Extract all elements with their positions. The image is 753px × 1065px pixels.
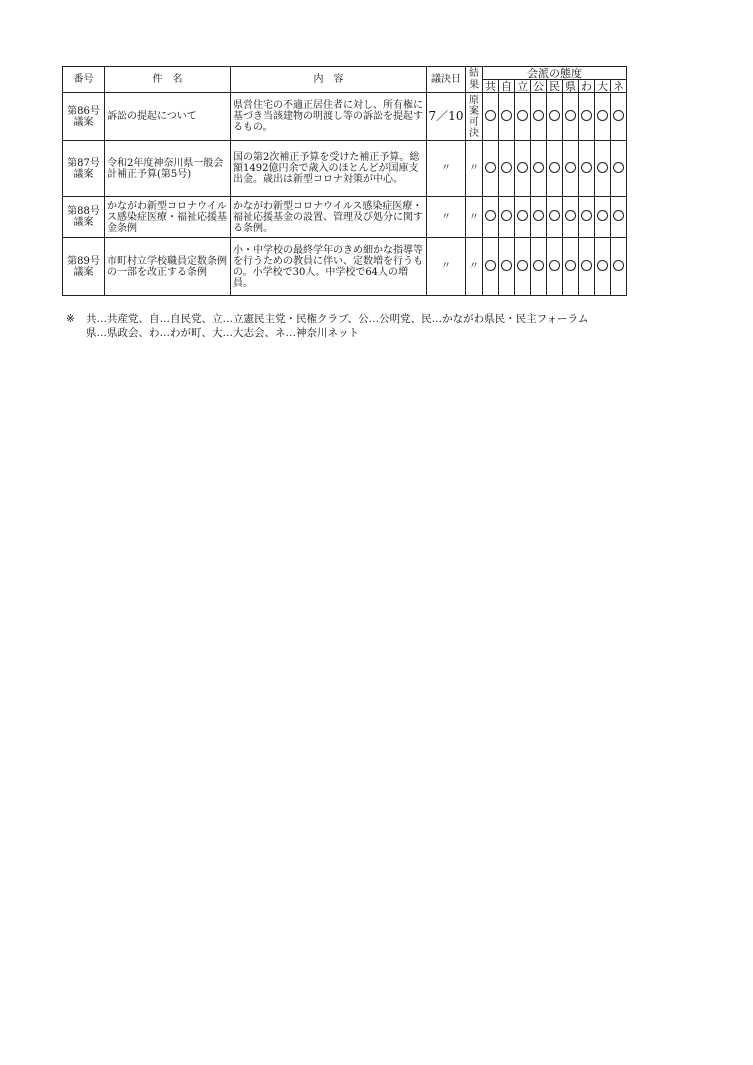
vote-date: 〃 (427, 238, 466, 296)
circle-mark (549, 210, 560, 221)
faction-vote (579, 141, 595, 197)
faction-vote (611, 93, 627, 141)
faction-vote (611, 197, 627, 238)
faction-vote (515, 93, 531, 141)
header-result: 結果 (466, 67, 483, 93)
faction-vote (563, 238, 579, 296)
bill-title: かながわ新型コロナウイルス感染症医療・福祉応援基金条例 (105, 197, 231, 238)
faction-header: 民 (547, 80, 563, 93)
vote-date: 7／10 (427, 93, 466, 141)
circle-mark (549, 110, 560, 121)
faction-vote (547, 93, 563, 141)
circle-mark (501, 210, 512, 221)
header-number: 番号 (63, 67, 105, 93)
header-title: 件 名 (105, 67, 231, 93)
vote-date: 〃 (427, 197, 466, 238)
circle-mark (517, 110, 528, 121)
circle-mark (565, 162, 576, 173)
bill-number: 第88号議案 (63, 197, 105, 238)
resolution-table (62, 66, 627, 296)
faction-vote (531, 238, 547, 296)
table-row (63, 238, 627, 296)
circle-mark (565, 260, 576, 271)
vote-result: 〃 (466, 197, 483, 238)
header-faction-group: 会派の態度 (483, 67, 627, 80)
circle-mark (581, 210, 592, 221)
vote-result: 原案可決 (466, 93, 483, 141)
circle-mark (501, 260, 512, 271)
faction-vote (595, 238, 611, 296)
circle-mark (533, 110, 544, 121)
circle-mark (613, 260, 624, 271)
faction-vote (563, 141, 579, 197)
faction-vote (547, 238, 563, 296)
bill-number: 第87号議案 (63, 141, 105, 197)
circle-mark (485, 260, 496, 271)
circle-mark (613, 162, 624, 173)
circle-mark (533, 260, 544, 271)
faction-vote (579, 197, 595, 238)
circle-mark (597, 110, 608, 121)
table-row (63, 93, 627, 141)
circle-mark (597, 162, 608, 173)
faction-vote (563, 197, 579, 238)
faction-vote (531, 197, 547, 238)
faction-vote (547, 141, 563, 197)
bill-content: かながわ新型コロナウイルス感染症医療・福祉応援基金の設置、管理及び処分に関する条例。 (231, 197, 427, 238)
vote-result: 〃 (466, 238, 483, 296)
circle-mark (501, 162, 512, 173)
faction-vote (563, 93, 579, 141)
circle-mark (485, 210, 496, 221)
bill-number: 第89号議案 (63, 238, 105, 296)
faction-vote (515, 197, 531, 238)
circle-mark (549, 162, 560, 173)
faction-vote (595, 197, 611, 238)
faction-header: 公 (531, 80, 547, 93)
circle-mark (485, 110, 496, 121)
circle-mark (533, 162, 544, 173)
faction-vote (499, 238, 515, 296)
circle-mark (581, 260, 592, 271)
bill-number: 第86号議案 (63, 93, 105, 141)
header-vote-date: 議決日 (427, 67, 466, 93)
circle-mark (533, 210, 544, 221)
faction-vote (483, 93, 499, 141)
note-line-1 (66, 312, 666, 326)
faction-vote (611, 238, 627, 296)
circle-mark (613, 110, 624, 121)
circle-mark (565, 210, 576, 221)
circle-mark (485, 162, 496, 173)
note-text-1: 共…共産党、自…自民党、立…立憲民主党・民権クラブ、公…公明党、民…かながわ県民・民主フォーラム (86, 313, 589, 325)
faction-vote (483, 238, 499, 296)
faction-vote (483, 141, 499, 197)
faction-header: 共 (483, 80, 499, 93)
bill-content: 国の第2次補正予算を受けた補正予算。総額1492億円余で歳入のほとんどが国庫支出金。歳出は新型コロナ対策が中心。 (231, 141, 427, 197)
bill-content: 小・中学校の最終学年のきめ細かな指導等を行うための教員に伴い、定数増を行うもの。小学校で30人。中学校で64人の増員。 (231, 238, 427, 296)
faction-legend-note (66, 312, 666, 340)
faction-header: 県 (563, 80, 579, 93)
circle-mark (597, 210, 608, 221)
faction-vote (595, 141, 611, 197)
circle-mark (597, 260, 608, 271)
faction-header: 立 (515, 80, 531, 93)
bill-title: 市町村立学校職員定数条例の一部を改正する条例 (105, 238, 231, 296)
faction-vote (499, 141, 515, 197)
faction-header: ネ (611, 80, 627, 93)
bill-content: 県営住宅の不適正居住者に対し、所有権に基づき当該建物の明渡し等の訴訟を提起するもの。 (231, 93, 427, 141)
note-line-2 (66, 326, 666, 340)
faction-vote (515, 141, 531, 197)
faction-header: 大 (595, 80, 611, 93)
faction-vote (499, 197, 515, 238)
header-content: 内 容 (231, 67, 427, 93)
faction-vote (611, 141, 627, 197)
faction-vote (579, 238, 595, 296)
faction-vote (547, 197, 563, 238)
circle-mark (501, 110, 512, 121)
circle-mark (581, 110, 592, 121)
faction-vote (515, 238, 531, 296)
faction-header: わ (579, 80, 595, 93)
circle-mark (613, 210, 624, 221)
faction-header: 自 (499, 80, 515, 93)
vote-result: 〃 (466, 141, 483, 197)
circle-mark (517, 210, 528, 221)
faction-vote (595, 93, 611, 141)
faction-vote (531, 93, 547, 141)
vote-date: 〃 (427, 141, 466, 197)
bill-title: 訴訟の提起について (105, 93, 231, 141)
faction-vote (531, 141, 547, 197)
circle-mark (549, 260, 560, 271)
circle-mark (581, 162, 592, 173)
faction-vote (483, 197, 499, 238)
bill-title: 令和2年度神奈川県一般会計補正予算(第5号) (105, 141, 231, 197)
circle-mark (565, 110, 576, 121)
note-mark: ※ (66, 313, 75, 325)
circle-mark (517, 260, 528, 271)
faction-vote (579, 93, 595, 141)
circle-mark (517, 162, 528, 173)
table-row (63, 141, 627, 197)
note-text-2: 県…県政会、わ…わが町、大…大志会、ネ…神奈川ネット (86, 327, 359, 339)
faction-vote (499, 93, 515, 141)
table-row (63, 197, 627, 238)
